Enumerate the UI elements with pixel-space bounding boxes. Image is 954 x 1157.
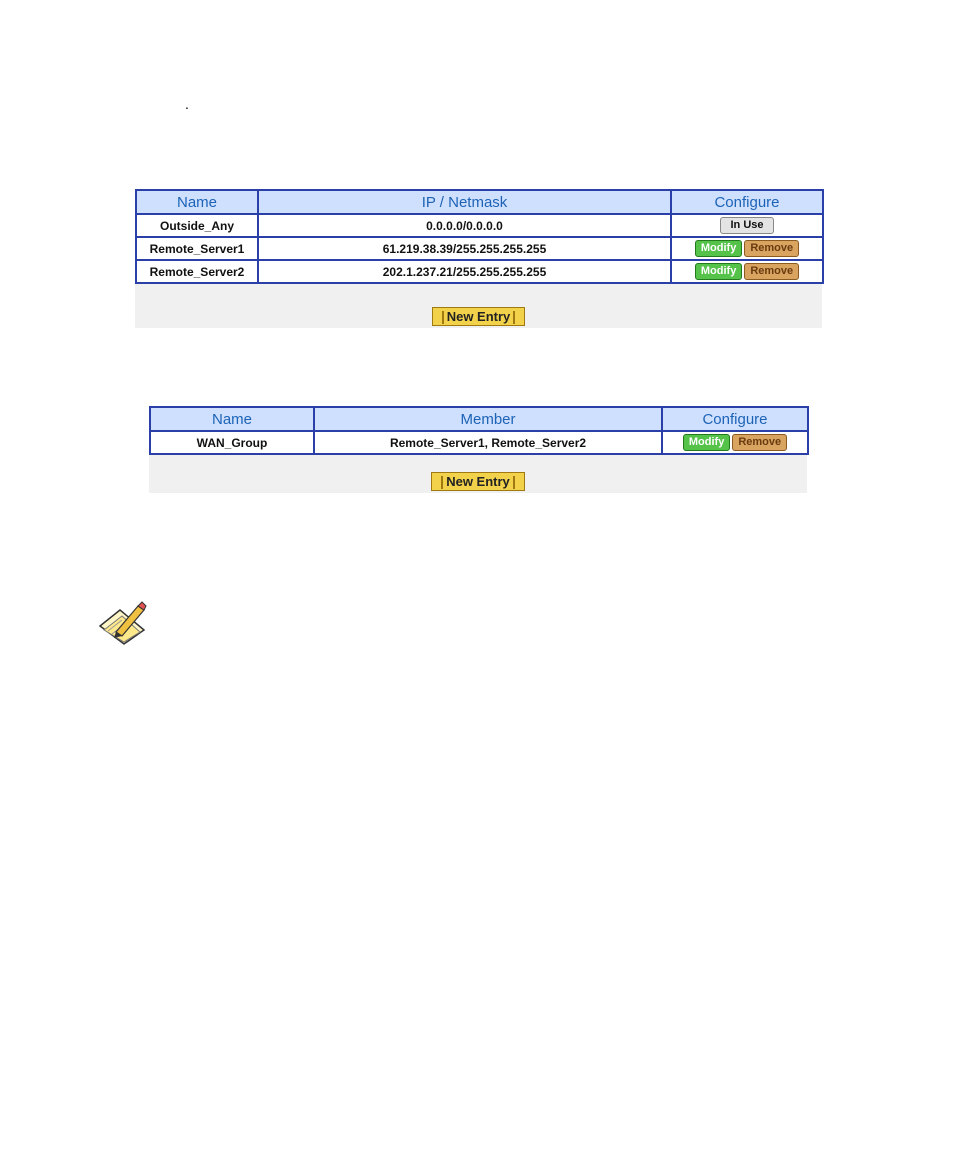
row-configure [662,431,808,454]
new-entry-button[interactable] [431,472,525,491]
address-table-footer [135,307,822,326]
address-table-header [136,190,823,214]
note-pencil-icon [98,600,148,646]
table-row [136,214,823,237]
column-header-configure: Configure [662,407,808,431]
in-use-button[interactable]: In Use [720,217,773,234]
button-edge [513,311,515,324]
group-table-panel [149,406,807,493]
bullet-marker: . [185,96,189,112]
table-row [150,431,808,454]
address-table [135,189,824,284]
row-configure [671,214,823,237]
row-configure [671,260,823,283]
remove-button[interactable]: Remove [732,434,787,451]
button-edge [441,476,443,489]
row-ip: 61.219.38.39/255.255.255.255 [258,237,671,260]
modify-button[interactable]: Modify [695,263,742,280]
remove-button[interactable]: Remove [744,240,799,257]
row-name: Remote_Server1 [136,237,258,260]
new-entry-label: New Entry [446,474,510,489]
button-edge [442,311,444,324]
row-configure [671,237,823,260]
new-entry-label: New Entry [446,309,511,324]
row-name: Outside_Any [136,214,258,237]
row-ip: 202.1.237.21/255.255.255.255 [258,260,671,283]
remove-button[interactable]: Remove [744,263,799,280]
table-row [136,260,823,283]
modify-button[interactable]: Modify [695,240,742,257]
column-header-name: Name [136,190,258,214]
modify-button[interactable]: Modify [683,434,730,451]
column-header-name: Name [150,407,314,431]
row-name: Remote_Server2 [136,260,258,283]
table-row [136,237,823,260]
group-table-header [150,407,808,431]
address-table-panel [135,189,822,328]
column-header-member: Member [314,407,662,431]
row-member: Remote_Server1, Remote_Server2 [314,431,662,454]
row-ip: 0.0.0.0/0.0.0.0 [258,214,671,237]
new-entry-button[interactable] [432,307,526,326]
group-table [149,406,809,455]
column-header-ip-netmask: IP / Netmask [258,190,671,214]
row-name: WAN_Group [150,431,314,454]
button-edge [513,476,515,489]
group-table-footer [149,472,807,491]
column-header-configure: Configure [671,190,823,214]
